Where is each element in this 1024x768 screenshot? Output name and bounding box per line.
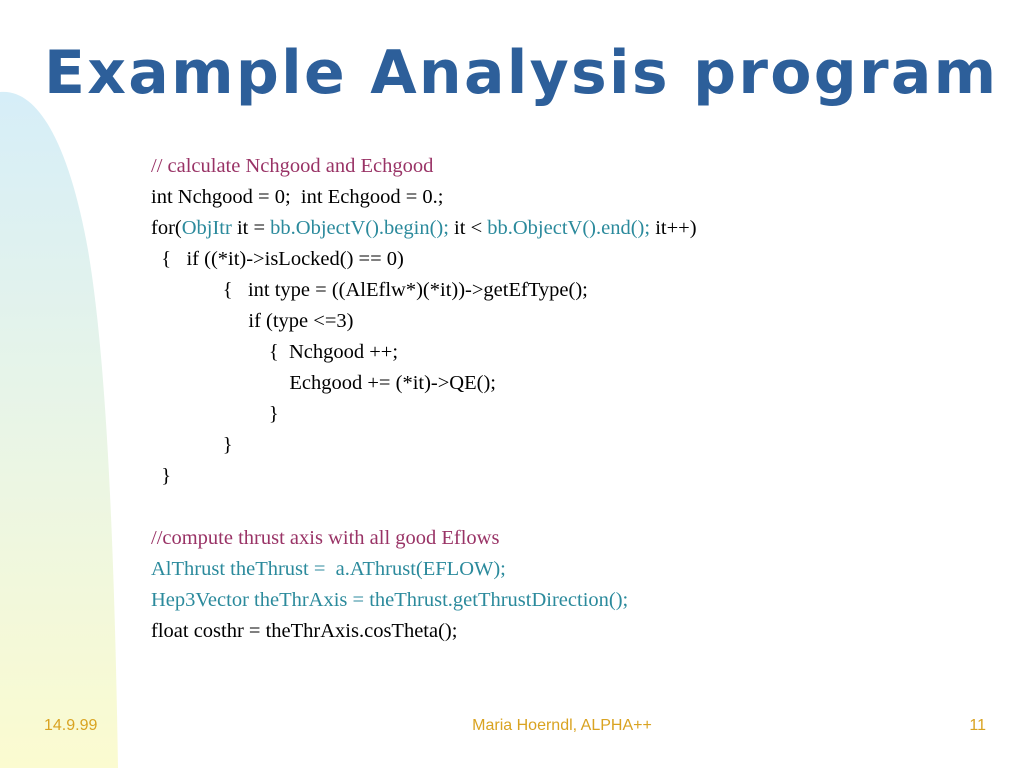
code-line: { if ((*it)->isLocked() == 0)	[151, 248, 404, 270]
footer-author: Maria Hoerndl, ALPHA++	[472, 717, 652, 734]
code-token: it <	[448, 217, 488, 239]
code-line-comment: //compute thrust axis with all good Eflows	[151, 527, 500, 549]
code-line: Echgood += (*it)->QE();	[151, 372, 496, 394]
code-line-comment: // calculate Nchgood and Echgood	[151, 155, 434, 177]
code-line-blank	[151, 492, 871, 523]
code-line: }	[151, 465, 172, 487]
code-line: { int type = ((AlEflw*)(*it))->getEfType();	[151, 279, 588, 301]
code-token: it++)	[650, 217, 697, 239]
code-token-call: bb.ObjectV().begin();	[270, 217, 449, 239]
code-line-for-loop	[151, 213, 871, 244]
code-line: if (type <=3)	[151, 310, 354, 332]
footer-date: 14.9.99	[44, 717, 98, 734]
code-block	[151, 151, 871, 647]
code-line: { Nchgood ++;	[151, 341, 399, 363]
code-token-call: bb.ObjectV().end();	[487, 217, 651, 239]
code-token-type: ObjItr	[181, 217, 232, 239]
slide-title: Example Analysis program	[44, 38, 999, 108]
code-line: }	[151, 403, 279, 425]
code-line-typed: AlThrust theThrust = a.AThrust(EFLOW);	[151, 558, 506, 580]
code-line-typed: Hep3Vector theThrAxis = theThrust.getThrustDirection();	[151, 589, 629, 611]
code-token: for(	[151, 217, 182, 239]
footer-page-number: 11	[969, 717, 986, 734]
code-token: it =	[231, 217, 271, 239]
code-line: }	[151, 434, 233, 456]
code-line: int Nchgood = 0; int Echgood = 0.;	[151, 186, 444, 208]
code-line: float costhr = theThrAxis.cosTheta();	[151, 620, 458, 642]
